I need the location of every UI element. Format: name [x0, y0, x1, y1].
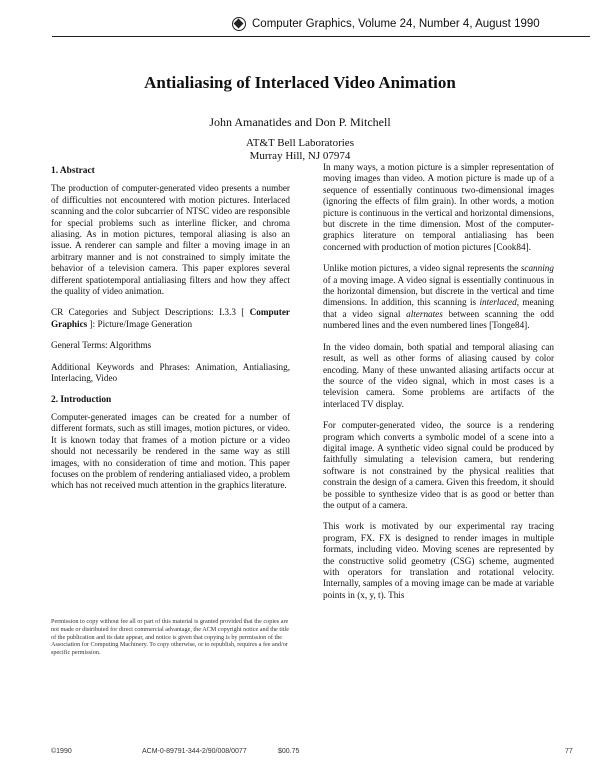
introduction-text: Computer-generated images can be created for a number of different formats, such as still images, motion pictures, or video. It is known today that frames of a motion picture or a video should not necessarily be rendered in the same way as still images, with no consideration of time and motion. This paper focuses on the problem of rendering antialiased video, a problem which has not received much attention in the graphics literature.	[51, 411, 290, 491]
right-column	[323, 162, 554, 611]
acm-siggraph-logo-icon	[232, 17, 246, 31]
right-paragraph-2	[323, 263, 554, 331]
abstract-text: The production of computer-generated video presents a number of difficulties not encountered with motion pictures. Interlaced scanning and the color subcarrier of NTSC video are responsible for special problems such as interline flicker, and chroma aliasing. As in motion pictures, temporal aliasing is also an issue. A renderer can sample and filter a moving image in an arbitrary manner and is not constrained to simply imitate the behavior of a television camera. This paper explores several different spatiotemporal antialiasing filters and how they affect the quality of video animation.	[51, 183, 290, 297]
introduction-heading: 2. Introduction	[51, 394, 112, 405]
affiliation-line-2: Murray Hill, NJ 07974	[249, 150, 351, 162]
footer-acm-code: ACM-0-89791-344-2/90/008/0077	[142, 748, 247, 755]
footer-price: $00.75	[278, 748, 300, 755]
cr-categories	[51, 307, 290, 330]
cr-categories-bold: Computer Graphics	[51, 307, 290, 329]
p2-italic-scanning: scanning	[520, 263, 554, 274]
p2-part-b: of a moving image. A video signal is essentially continuous in the horizontal dimension, but discrete in the vertical and time dimensions. In addition, this scanning is	[323, 274, 554, 308]
paper-title: Antialiasing of Interlaced Video Animation	[144, 73, 456, 92]
p2-part-c: meaning that a video signal	[323, 297, 554, 319]
keywords: Additional Keywords and Phrases: Animation, Antialiasing, Interlacing, Video	[51, 361, 290, 384]
left-column	[51, 166, 290, 502]
right-paragraph-3: In the video domain, both spatial and temporal aliasing can result, as well as other forms of aliasing caused by color encoding. Many of these unwanted aliasing artifacts occur at the source of the video signal, which in most cases is a television camera. Some problems are artifacts of the interlaced TV display.	[323, 341, 554, 409]
p2-italic-alternates: alternates	[406, 308, 443, 319]
journal-header	[232, 16, 592, 32]
p2-part-a: Unlike motion pictures, a video signal represents the	[323, 263, 521, 274]
permission-notice: Permission to copy without fee all or part of this material is granted provided that the copies are not made or distributed for direct commercial advantage, the ACM copyright notice and the title of the publication and its date appear, and notice is given that copying is by permission of the Association for Computing Machinery. To copy otherwise, or to republish, requires a fee and/or specific permission.	[51, 618, 289, 657]
right-paragraph-5: This work is motivated by our experimental ray tracing program, FX. FX is designed to render images in multiple formats, including video. Moving scenes are represented by the constructive solid geometry (CSG) scheme, augmented with operators for translation and rotational velocity. Internally, samples of a moving image can be made at variable points in (x, y, t). This	[323, 521, 554, 600]
p2-part-d: between scanning the odd numbered lines and the even numbered lines [Tonge84].	[323, 308, 554, 331]
right-paragraph-1: In many ways, a motion picture is a simpler representation of moving images than video. A motion picture is made up of a sequence of essentially continuous two-dimensional images (ignoring the effects of film grain). In other words, a motion picture is continuous in the vertical and horizontal dimensions, but discrete in the time dimension. Most of the computer-graphics literature on temporal antialiasing has been concerned with production of motion pictures [Cook84].	[323, 162, 554, 252]
cr-categories-prefix: CR Categories and Subject Descriptions: I.3.3 [	[51, 307, 245, 318]
affiliation-line-1: AT&T Bell Laboratories	[246, 137, 354, 149]
cr-categories-suffix: ]: Picture/Image Generation	[89, 318, 193, 329]
paper-authors: John Amanatides and Don P. Mitchell	[209, 115, 391, 129]
header-rule	[52, 36, 590, 37]
footer-copyright: ©1990	[51, 748, 72, 755]
footer-page-number: 77	[565, 748, 573, 755]
p2-italic-interlaced: interlaced,	[479, 297, 519, 308]
journal-header-text: Computer Graphics, Volume 24, Number 4, August 1990	[252, 18, 540, 30]
abstract-heading: 1. Abstract	[51, 166, 95, 176]
right-paragraph-4: For computer-generated video, the source is a rendering program which converts a symbolic model of a scene into a digital image. A synthetic video signal could be produced by faithfully simulating a television camera, but rendering software is not constrained by the physical realities that constrain the design of a camera. Given this freedom, it should be possible to synthesize video that is as good or better than the output of a camera.	[323, 420, 554, 510]
general-terms: General Terms: Algorithms	[51, 340, 152, 351]
